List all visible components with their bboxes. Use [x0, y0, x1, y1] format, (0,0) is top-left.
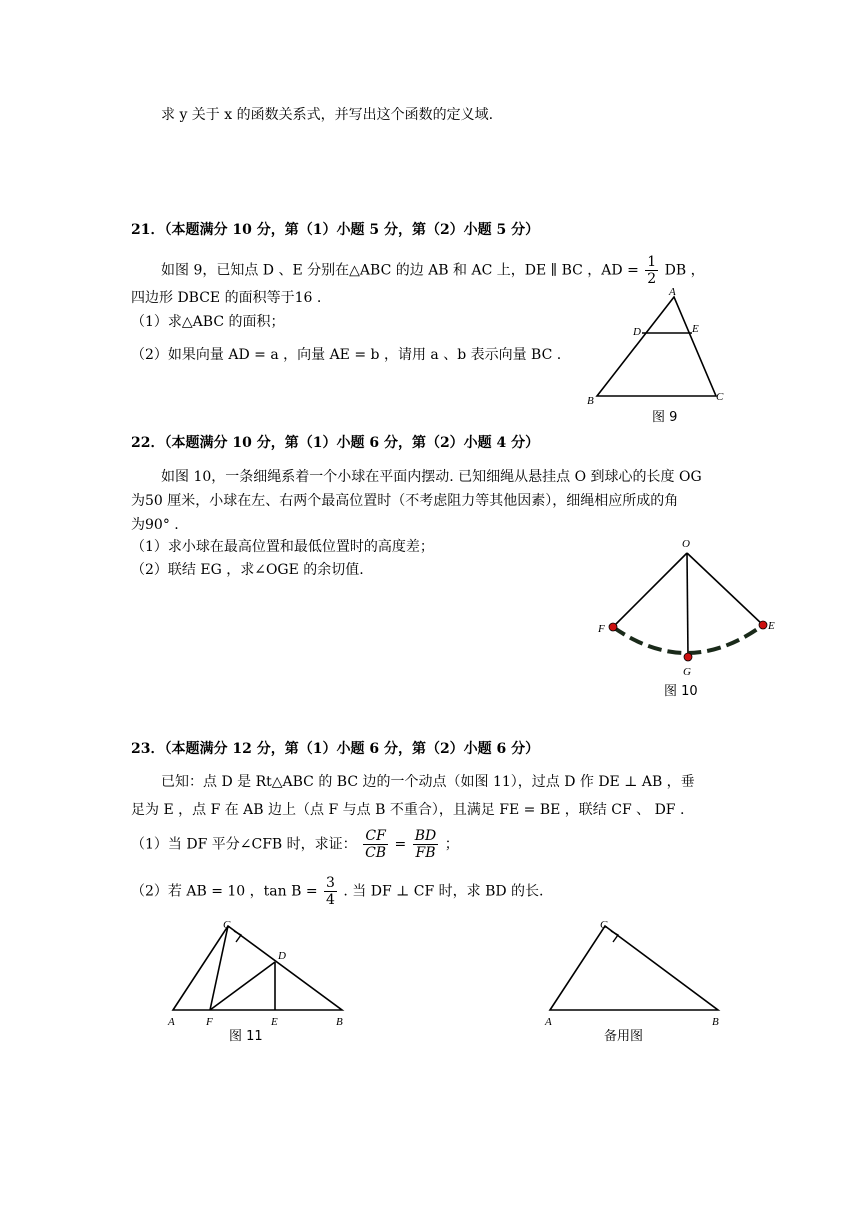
fig10-label-G: G	[683, 666, 691, 678]
q23-line2: 足为 E ，点 F 在 AB 边上（点 F 与点 B 不重合），且满足 FE = BE ，联结 CF 、 DF .	[131, 802, 685, 818]
figure-10-caption: 图 10	[664, 684, 698, 699]
q23-frac3-num: 3	[326, 875, 335, 891]
q23-part2-text: （2）若 AB = 10 ，tan B =	[131, 883, 318, 900]
q22-part1: （1）求小球在最高位置和最低位置时的高度差；	[131, 539, 434, 555]
q21-line1-text: 如图 9，已知点 D 、E 分别在△ABC 的边 AB 和 AC 上，DE ∥ BC ，AD =	[161, 262, 639, 279]
q23-line1: 已知：点 D 是 Rt△ABC 的 BC 边的一个动点（如图 11），过点 D 作 DE ⊥ AB ，垂	[161, 774, 695, 790]
q23-part1-end: ；	[444, 836, 459, 853]
q21-line2: 四边形 DBCE 的面积等于16 .	[131, 290, 322, 306]
spare-label-C: C	[600, 919, 608, 931]
fig9-label-B: B	[587, 395, 594, 407]
fig11-label-A: A	[168, 1016, 175, 1028]
fig11-label-D: D	[278, 950, 286, 962]
fig9-label-A: A	[669, 286, 676, 298]
q21-part1: （1）求△ABC 的面积；	[131, 314, 285, 330]
q23-frac2-num: BD	[414, 828, 437, 844]
q22-line1: 如图 10，一条细绳系着一个小球在平面内摆动. 已知细绳从悬挂点 O 到球心的长度 OG	[161, 469, 702, 485]
fig10-label-F: F	[598, 623, 605, 635]
q23-equals: =	[394, 836, 407, 853]
q21-line1-end: DB ，	[664, 262, 705, 279]
q21-frac-den: 2	[647, 271, 657, 287]
fig11-label-E: E	[271, 1016, 278, 1028]
q22-part2: （2）联结 EG ，求∠OGE 的余切值.	[131, 562, 364, 578]
fig11-label-C: C	[223, 919, 231, 931]
spare-figure-caption: 备用图	[604, 1029, 644, 1044]
q21-heading: 21．（本题满分 10 分，第（1）小题 5 分，第（2）小题 5 分）	[131, 222, 540, 238]
q23-frac3-den: 4	[326, 892, 335, 908]
q23-frac1-den: CB	[365, 845, 387, 861]
problem-20-tail-text: 求 y 关于 x 的函数关系式，并写出这个函数的定义域.	[161, 107, 494, 123]
fig10-label-O: O	[682, 538, 690, 550]
fig9-label-C: C	[716, 391, 724, 403]
fig9-label-D: D	[633, 326, 641, 338]
q23-part1-text: （1）当 DF 平分∠CFB 时，求证：	[131, 836, 357, 853]
figure-9-caption: 图 9	[652, 410, 678, 425]
q22-line3: 为90° .	[131, 517, 179, 533]
spare-label-A: A	[545, 1016, 552, 1028]
q22-line2: 为50 厘米，小球在左、右两个最高位置时（不考虑阻力等其他因素），细绳相应所成的角	[131, 493, 679, 509]
q23-part2-end: . 当 DF ⊥ CF 时，求 BD 的长.	[343, 883, 544, 900]
fig11-label-B: B	[336, 1016, 343, 1028]
fig11-label-F: F	[206, 1016, 213, 1028]
fig10-label-E: E	[768, 620, 775, 632]
q23-heading: 23．（本题满分 12 分，第（1）小题 6 分，第（2）小题 6 分）	[131, 741, 540, 757]
figure-11-caption: 图 11	[229, 1029, 263, 1044]
q22-heading: 22．（本题满分 10 分，第（1）小题 6 分，第（2）小题 4 分）	[131, 435, 540, 451]
q23-frac1-num: CF	[363, 828, 388, 845]
spare-label-B: B	[712, 1016, 719, 1028]
q21-frac-num: 1	[647, 254, 657, 270]
fig9-label-E: E	[692, 323, 699, 335]
q23-frac2-den: FB	[415, 845, 436, 861]
q21-part2: （2）如果向量 AD = a ，向量 AE = b ，请用 a 、b 表示向量 BC .	[131, 347, 562, 363]
